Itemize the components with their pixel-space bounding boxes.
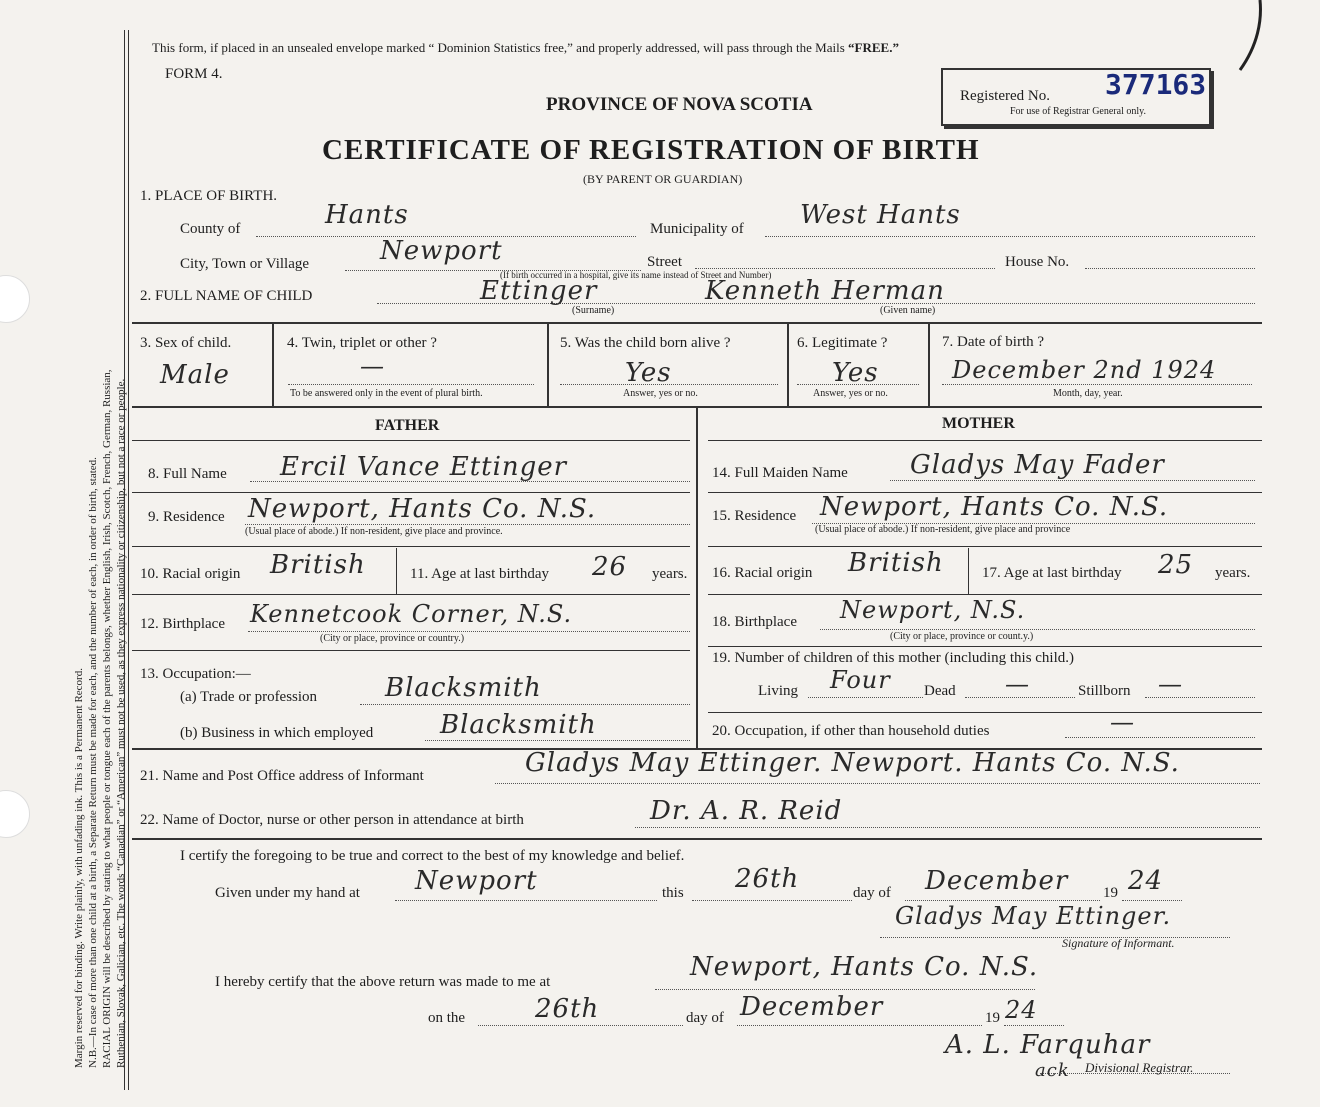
given-caption: (Given name) [880,305,936,316]
legit-value: Yes [832,358,879,388]
side-margin-notes [72,108,128,1068]
mother-name: Gladys May Fader [910,450,1165,480]
living-value: Four [830,666,891,694]
document-title: CERTIFICATE OF REGISTRATION OF BIRTH [322,134,980,166]
mother-race: British [848,548,944,578]
document-subtitle: (BY PARENT OR GUARDIAN) [583,172,743,186]
father-bp-label: 12. Birthplace [140,616,225,632]
mother-name-label: 14. Full Maiden Name [712,465,848,481]
child-name-label: 2. FULL NAME OF CHILD [140,288,313,304]
registrar-signature: A. L. Farquhar [945,1030,1151,1060]
alive-label: 5. Was the child born alive ? [560,335,731,351]
mother-residence: Newport, Hants Co. N.S. [820,492,1169,522]
signature-caption: Signature of Informant. [1062,936,1175,950]
house-label: House No. [1005,254,1070,270]
mother-age-label: 17. Age at last birthday [982,565,1122,581]
given-label: Given under my hand at [215,885,360,901]
dob-value: December 2nd 1924 [952,356,1217,384]
informant-value: Gladys May Ettinger. Newport. Hants Co. N.S. [525,748,1180,778]
form-number: FORM 4. [165,66,223,82]
father-birthplace: Kennetcook Corner, N.S. [250,600,573,628]
children-label: 19. Number of children of this mother (including this child.) [712,650,1075,666]
certify-statement: I certify the foregoing to be true and correct to the best of my knowledge and belief. [180,848,685,864]
child-given-name: Kenneth Herman [705,276,945,306]
mother-occ-label: 20. Occupation, if other than household duties [712,723,990,739]
registrar-day: 26th [535,994,600,1024]
city-value: Newport [380,236,503,266]
dob-label: 7. Date of birth ? [942,334,1045,350]
surname-caption: (Surname) [572,305,615,316]
margin-rule [124,30,125,1090]
mother-heading: MOTHER [942,415,1015,432]
mother-race-label: 16. Racial origin [712,565,813,581]
province-heading: PROVINCE OF NOVA SCOTIA [546,94,813,115]
dayof-label: day of [853,885,891,901]
registrar-month: December [740,992,884,1022]
place-heading: 1. PLACE OF BIRTH. [140,188,278,204]
mother-bp-label: 18. Birthplace [712,614,797,630]
living-label: Living [758,683,798,699]
alive-value: Yes [625,358,672,388]
hospital-note: (If birth occurred in a hospital, give its name instead of Street and Number) [500,270,772,280]
stillborn-value: — [1158,670,1183,698]
father-name: Ercil Vance Ettinger [280,452,568,482]
side-note-1: Margin reserved for binding. Write plainly, with unfading ink. This is a Permanent Record. [73,668,85,1068]
certify-day: 26th [735,864,800,894]
father-res-label: 9. Residence [148,509,225,525]
free-text: “FREE.” [848,40,899,55]
stillborn-label: Stillborn [1078,683,1131,699]
certify-place: Newport [415,866,538,896]
trade-label: (a) Trade or profession [180,689,318,705]
side-note-2: N.B.—In case of more than one child at a birth, a Separate Return must be made for each, and the number of each, in order of birth, stated. [87,457,99,1068]
side-note-3: RACIAL ORIGIN will be described by stating to what people or tongue each of the parents belongs, whether English, Irish, Scotch, French, German, Russian, [101,369,113,1068]
city-label: City, Town or Village [180,256,310,272]
certify-month: December [925,866,1069,896]
father-name-label: 8. Full Name [148,466,227,482]
father-business: Blacksmith [440,710,597,740]
ink-stroke [1230,0,1270,80]
registrar-use-note: For use of Registrar General only. [1010,106,1146,117]
registrar-dayof-label: day of [686,1010,724,1026]
registrar-place: Newport, Hants Co. N.S. [690,952,1039,982]
legit-label: 6. Legitimate ? [797,335,888,351]
sex-value: Male [160,360,230,390]
informant-label: 21. Name and Post Office address of Informant [140,768,424,784]
alive-caption: Answer, yes or no. [623,388,698,399]
father-age-label: 11. Age at last birthday [410,566,549,582]
county-value: Hants [325,200,409,230]
child-surname: Ettinger [480,276,598,306]
registrar-year-prefix: 19 [985,1010,1000,1026]
registrar-year: 24 [1005,996,1038,1024]
dob-caption: Month, day, year. [1053,388,1123,399]
doctor-value: Dr. A. R. Reid [650,796,843,826]
mother-res-caption: (Usual place of abode.) If non-resident, give place and province [815,524,1071,535]
legit-caption: Answer, yes or no. [813,388,888,399]
father-bp-caption: (City or place, province or country.) [320,633,465,644]
certify-year: 24 [1128,866,1164,896]
twin-label: 4. Twin, triplet or other ? [287,335,437,351]
father-age-unit: years. [652,566,688,582]
occupation-label: 13. Occupation:— [140,666,251,682]
dead-label: Dead [924,683,956,699]
mother-res-label: 15. Residence [712,508,797,524]
punch-hole [0,275,30,323]
margin-rule [128,30,129,1090]
doctor-label: 22. Name of Doctor, nurse or other person in attendance at birth [140,812,524,828]
mail-notice: This form, if placed in an unsealed envelope marked “ Dominion Statistics free,” and properly addressed, will pass through the Mails “FREE.” [152,40,899,55]
registered-number: 377163 [1105,68,1207,101]
registrar-statement: I hereby certify that the above return was made to me at [215,974,551,990]
registrar-caption: Divisional Registrar. [1085,1060,1194,1075]
father-trade: Blacksmith [385,673,542,703]
certify-year-prefix: 19 [1103,885,1118,901]
county-label: County of [180,221,241,237]
mother-birthplace: Newport, N.S. [840,596,1026,624]
father-heading: FATHER [375,417,440,434]
mother-age-unit: years. [1215,565,1251,581]
this-label: this [662,885,684,901]
sex-label: 3. Sex of child. [140,335,232,351]
punch-hole [0,790,30,838]
side-note-4: Ruthenian, Slovak, Galician, etc. The words “Canadian” or “American” must not be used, as they express nationality or citizenship, but not a race or people. [115,378,127,1068]
father-race: British [270,550,366,580]
informant-signature: Gladys May Ettinger. [895,902,1172,930]
registered-label: Registered No. [960,88,1050,104]
business-label: (b) Business in which employed [180,725,374,741]
father-age: 26 [592,552,628,582]
mother-bp-caption: (City or place, province or count.y.) [890,631,1034,642]
twin-caption: To be answered only in the event of plural birth. [290,388,483,399]
dead-value: — [1005,670,1030,698]
street-label: Street [647,254,682,270]
registrar-initials: ack [1035,1060,1070,1081]
mother-age: 25 [1158,550,1194,580]
municipality-value: West Hants [800,200,961,230]
father-race-label: 10. Racial origin [140,566,241,582]
father-residence: Newport, Hants Co. N.S. [248,494,597,524]
municipality-label: Municipality of [650,221,744,237]
on-label: on the [428,1010,466,1026]
mother-occ-value: — [1110,708,1135,736]
twin-value: — [360,352,385,380]
father-res-caption: (Usual place of abode.) If non-resident, give place and province. [245,526,503,537]
